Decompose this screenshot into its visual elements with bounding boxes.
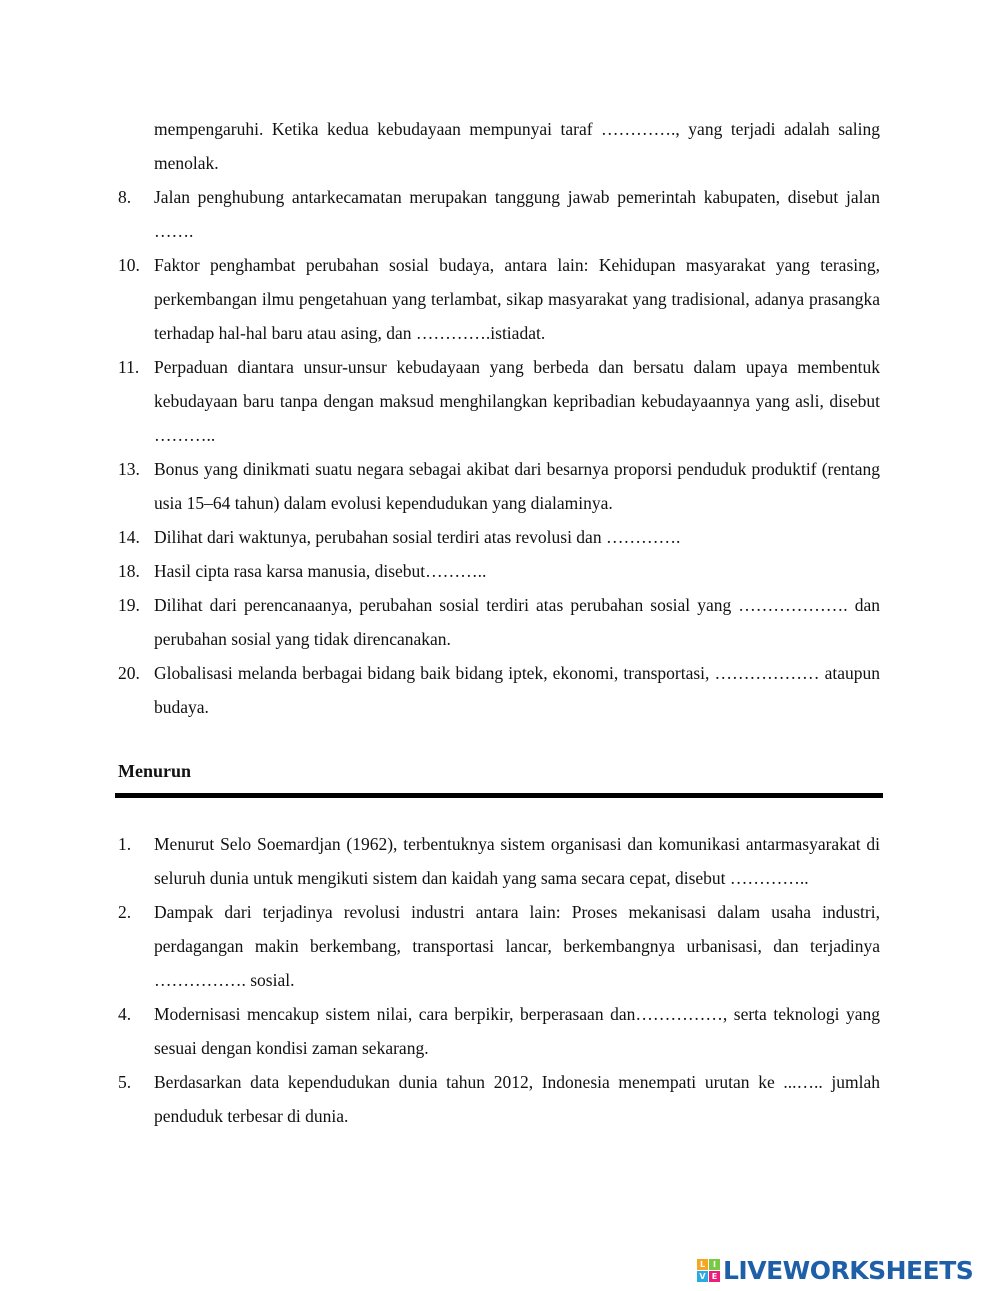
logo-letter: I xyxy=(709,1259,720,1270)
item-number: 20. xyxy=(118,663,140,683)
item-text: Hasil cipta rasa karsa manusia, disebut……….. xyxy=(154,561,487,581)
mendatar-list xyxy=(118,180,880,724)
item-text: Bonus yang dinikmati suatu negara sebagai akibat dari besarnya proporsi penduduk produktif (rentang usia 15–64 tahun) dalam evolusi kependudukan yang dialaminya. xyxy=(154,459,880,513)
section-heading-menurun: Menurun xyxy=(118,761,192,781)
item-number: 19. xyxy=(118,595,140,615)
list-item xyxy=(118,895,880,997)
item-number: 1. xyxy=(118,834,132,854)
list-item xyxy=(118,180,880,248)
liveworksheets-logo xyxy=(697,1254,973,1286)
item-number: 13. xyxy=(118,459,140,479)
continuation-text: mempengaruhi. Ketika kedua kebudayaan mempunyai taraf …………., yang terjadi adalah saling menolak. xyxy=(154,119,880,173)
logo-letter: L xyxy=(697,1259,708,1270)
list-item xyxy=(118,554,880,588)
section-divider xyxy=(115,793,883,798)
list-item xyxy=(118,656,880,724)
list-item xyxy=(118,248,880,350)
logo-letter: V xyxy=(697,1271,708,1282)
logo-mark-icon xyxy=(697,1259,720,1282)
list-item xyxy=(118,350,880,452)
item-number: 14. xyxy=(118,527,140,547)
list-item xyxy=(118,520,880,554)
item-text: Dilihat dari perencanaanya, perubahan sosial terdiri atas perubahan sosial yang ………………. dan perubahan sosial yang tidak direncanakan. xyxy=(154,595,880,649)
list-item xyxy=(118,588,880,656)
menurun-list xyxy=(118,827,880,1133)
item-number: 5. xyxy=(118,1072,132,1092)
item-text: Dilihat dari waktunya, perubahan sosial terdiri atas revolusi dan …………. xyxy=(154,527,681,547)
item-text: Berdasarkan data kependudukan dunia tahun 2012, Indonesia menempati urutan ke ...….. jumlah penduduk terbesar di dunia. xyxy=(154,1072,880,1126)
list-item xyxy=(118,997,880,1065)
item-text: Perpaduan diantara unsur-unsur kebudayaan yang berbeda dan bersatu dalam upaya membentuk kebudayaan baru tanpa dengan maksud menghilangkan kepribadian kebudayaannya yang asli, disebut ……….. xyxy=(154,357,880,445)
item-number: 4. xyxy=(118,1004,132,1024)
item-number: 11. xyxy=(118,357,140,377)
item-number: 8. xyxy=(118,187,132,207)
logo-text: LIVEWORKSHEETS xyxy=(723,1255,974,1285)
list-item xyxy=(118,827,880,895)
item-number: 2. xyxy=(118,902,132,922)
item-text: Globalisasi melanda berbagai bidang baik bidang iptek, ekonomi, transportasi, ……………… ataupun budaya. xyxy=(154,663,880,717)
item-text: Dampak dari terjadinya revolusi industri antara lain: Proses mekanisasi dalam usaha industri, perdagangan makin berkembang, transportasi lancar, berkembangnya urbanisasi, dan terjadinya ……………. sosial. xyxy=(154,902,880,990)
item-text: Jalan penghubung antarkecamatan merupakan tanggung jawab pemerintah kabupaten, disebut jalan ……. xyxy=(154,187,880,241)
item-text: Faktor penghambat perubahan sosial budaya, antara lain: Kehidupan masyarakat yang terasing, perkembangan ilmu pengetahuan yang terlambat, sikap masyarakat yang tradisional, adanya prasangka terhadap hal-hal baru atau asing, dan ………….istiadat. xyxy=(154,255,880,343)
list-item xyxy=(118,1065,880,1133)
item-text: Modernisasi mencakup sistem nilai, cara berpikir, berperasaan dan……………, serta teknologi yang sesuai dengan kondisi zaman sekarang. xyxy=(154,1004,880,1058)
list-item xyxy=(118,452,880,520)
item-number: 18. xyxy=(118,561,140,581)
item-text: Menurut Selo Soemardjan (1962), terbentuknya sistem organisasi dan komunikasi antarmasyarakat di seluruh dunia untuk mengikuti sistem dan kaidah yang sama secara cepat, disebut ………….. xyxy=(154,834,880,888)
logo-letter: E xyxy=(709,1271,720,1282)
item-number: 10. xyxy=(118,255,140,275)
